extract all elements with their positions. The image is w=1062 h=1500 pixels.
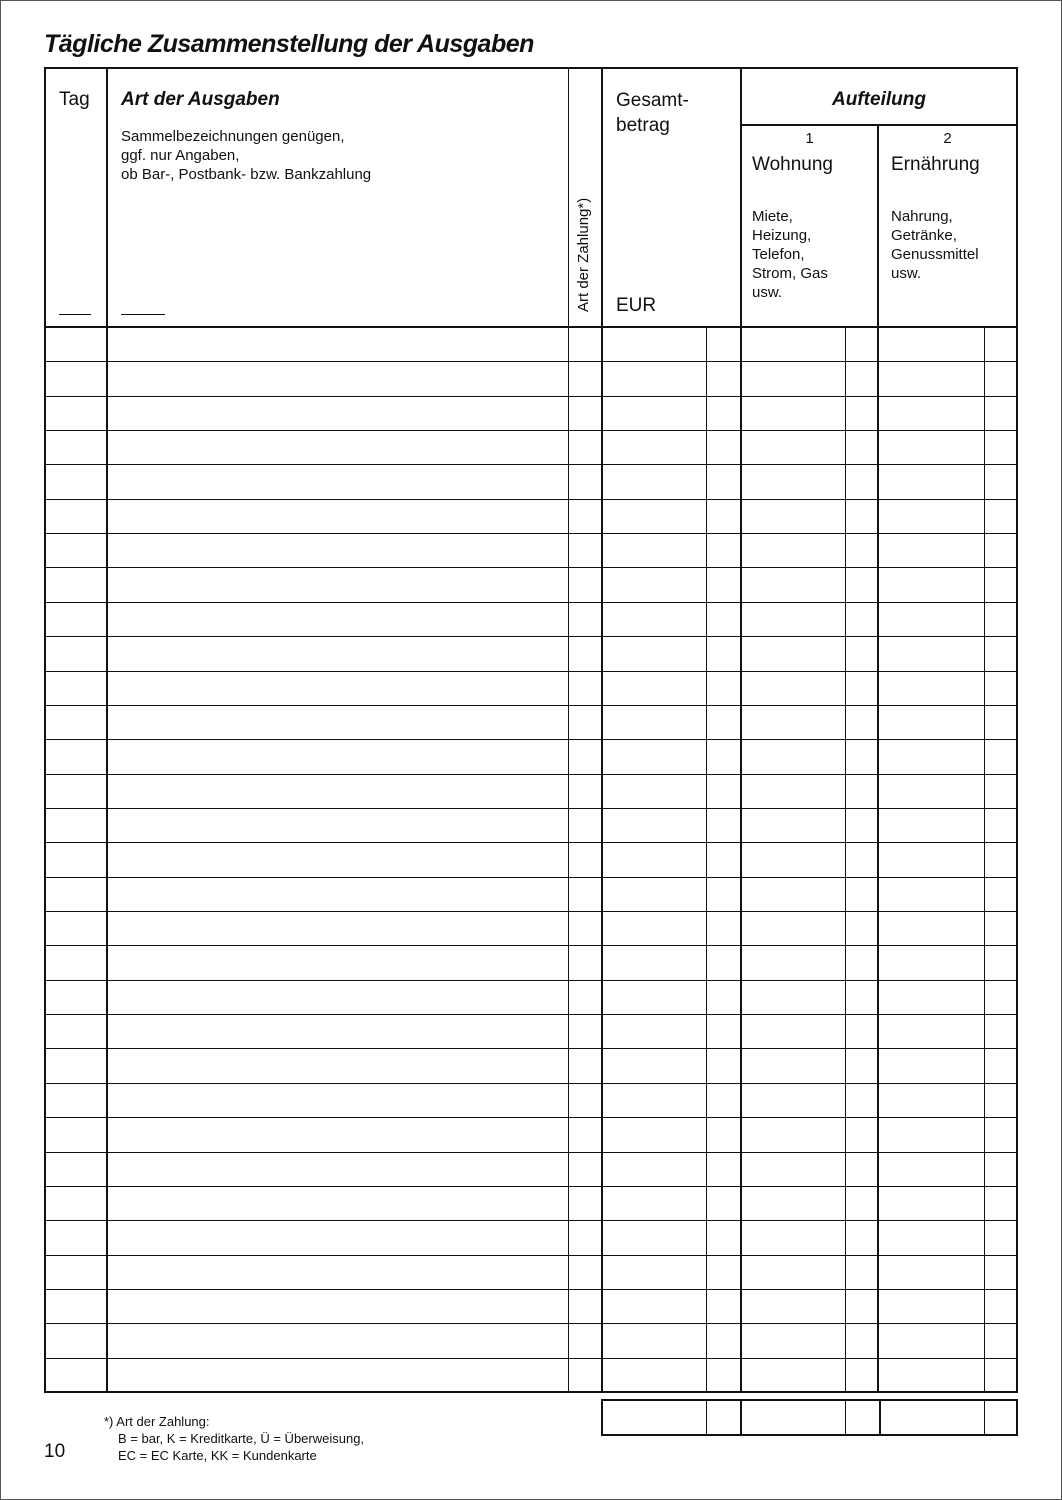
page-number: 10 [44, 1441, 66, 1462]
tag-cell[interactable] [46, 397, 106, 430]
category-2-cell[interactable] [879, 740, 1016, 773]
category-2-cell[interactable] [879, 809, 1016, 842]
category-1-cell[interactable] [742, 465, 877, 498]
category-1-cell[interactable] [742, 500, 877, 533]
tag-underline [59, 314, 91, 315]
category-1-cell[interactable] [742, 1256, 877, 1289]
art-cell[interactable] [108, 431, 568, 464]
zahlungsart-cell[interactable] [569, 740, 601, 773]
category-2-cell[interactable] [879, 878, 1016, 911]
gesamt-cell[interactable] [603, 500, 740, 533]
tag-cell[interactable] [46, 637, 106, 670]
art-cell[interactable] [108, 878, 568, 911]
tag-cell[interactable] [46, 1153, 106, 1186]
category-1-cell[interactable] [742, 775, 877, 808]
footnote-line-2: EC = EC Karte, KK = Kundenkarte [118, 1448, 317, 1463]
tag-cell[interactable] [46, 740, 106, 773]
aufteilung-header: Aufteilung [832, 89, 926, 110]
category-1-cell[interactable] [742, 1015, 877, 1048]
category-1-cell[interactable] [742, 672, 877, 705]
art-cell[interactable] [108, 1256, 568, 1289]
category-2-cell[interactable] [879, 1256, 1016, 1289]
zahlungsart-cell[interactable] [569, 1015, 601, 1048]
art-cell[interactable] [108, 1359, 568, 1392]
art-cell[interactable] [108, 1221, 568, 1254]
category-2-cell[interactable] [879, 568, 1016, 601]
zahlungsart-cell[interactable] [569, 1118, 601, 1151]
gesamt-cell[interactable] [603, 1256, 740, 1289]
category-1-cell[interactable] [742, 946, 877, 979]
category-1-cell[interactable] [742, 809, 877, 842]
tag-cell[interactable] [46, 1015, 106, 1048]
art-cell[interactable] [108, 843, 568, 876]
zahlungsart-cell[interactable] [569, 1290, 601, 1323]
art-cell[interactable] [108, 1153, 568, 1186]
tag-cell[interactable] [46, 672, 106, 705]
totals-divider-1 [740, 1399, 742, 1436]
art-cell[interactable] [108, 912, 568, 945]
art-cell[interactable] [108, 946, 568, 979]
category-1-cell[interactable] [742, 1049, 877, 1082]
art-cell[interactable] [108, 775, 568, 808]
zahlungsart-cell[interactable] [569, 775, 601, 808]
category-1-cell[interactable] [742, 362, 877, 395]
tag-cell[interactable] [46, 1118, 106, 1151]
zahlungsart-cell[interactable] [569, 809, 601, 842]
gesamt-cell[interactable] [603, 946, 740, 979]
zahlungsart-cell[interactable] [569, 465, 601, 498]
category-1-cell[interactable] [742, 1290, 877, 1323]
zahlungsart-cell[interactable] [569, 946, 601, 979]
category-1-number: 1 [805, 130, 814, 147]
tag-cell[interactable] [46, 362, 106, 395]
zahlungsart-cell[interactable] [569, 878, 601, 911]
art-cell[interactable] [108, 465, 568, 498]
category-2-cell[interactable] [879, 912, 1016, 945]
category-1-cell[interactable] [742, 397, 877, 430]
totals-cent-category-1 [845, 1399, 846, 1436]
zahlungsart-cell[interactable] [569, 1324, 601, 1357]
gesamt-cell[interactable] [603, 672, 740, 705]
tag-cell[interactable] [46, 1084, 106, 1117]
tag-header: Tag [59, 89, 90, 110]
gesamt-cell[interactable] [603, 809, 740, 842]
art-cell[interactable] [108, 534, 568, 567]
category-1-cell[interactable] [742, 431, 877, 464]
gesamt-cell[interactable] [603, 362, 740, 395]
tag-cell[interactable] [46, 878, 106, 911]
category-2-cell[interactable] [879, 946, 1016, 979]
tag-cell[interactable] [46, 1049, 106, 1082]
tag-cell[interactable] [46, 465, 106, 498]
category-1-cell[interactable] [742, 1153, 877, 1186]
category-2-cell[interactable] [879, 637, 1016, 670]
category-2-cell[interactable] [879, 1084, 1016, 1117]
art-cell[interactable] [108, 328, 568, 361]
category-2-examples: Nahrung, Getränke, Genussmittel usw. [891, 208, 979, 282]
category-2-cell[interactable] [879, 1153, 1016, 1186]
gesamt-cell[interactable] [603, 397, 740, 430]
tag-cell[interactable] [46, 328, 106, 361]
category-1-cell[interactable] [742, 637, 877, 670]
gesamt-cell[interactable] [603, 534, 740, 567]
tag-cell[interactable] [46, 809, 106, 842]
tag-cell[interactable] [46, 534, 106, 567]
category-2-cell[interactable] [879, 1221, 1016, 1254]
art-cell[interactable] [108, 1290, 568, 1323]
category-2-cell[interactable] [879, 1324, 1016, 1357]
gesamt-cell[interactable] [603, 637, 740, 670]
gesamt-cell[interactable] [603, 328, 740, 361]
gesamt-cell[interactable] [603, 775, 740, 808]
art-cell[interactable] [108, 1015, 568, 1048]
zahlungsart-cell[interactable] [569, 397, 601, 430]
art-cell[interactable] [108, 740, 568, 773]
category-2-cell[interactable] [879, 431, 1016, 464]
art-cell[interactable] [108, 1324, 568, 1357]
art-cell[interactable] [108, 1049, 568, 1082]
gesamt-cell[interactable] [603, 1290, 740, 1323]
art-cell[interactable] [108, 500, 568, 533]
category-1-cell[interactable] [742, 328, 877, 361]
art-der-ausgaben-hint: Sammelbezeichnungen genügen, ggf. nur Angaben, ob Bar-, Postbank- bzw. Bankzahlung [121, 128, 372, 183]
category-2-cell[interactable] [879, 500, 1016, 533]
art-cell[interactable] [108, 809, 568, 842]
category-2-cell[interactable] [879, 706, 1016, 739]
zahlungsart-cell[interactable] [569, 362, 601, 395]
art-underline [121, 314, 165, 315]
tag-cell[interactable] [46, 775, 106, 808]
art-cell[interactable] [108, 672, 568, 705]
category-1-cell[interactable] [742, 568, 877, 601]
gesamt-cell[interactable] [603, 603, 740, 636]
category-2-cell[interactable] [879, 981, 1016, 1014]
category-1-cell[interactable] [742, 843, 877, 876]
gesamt-cell[interactable] [603, 1221, 740, 1254]
zahlungsart-cell[interactable] [569, 706, 601, 739]
zahlungsart-cell[interactable] [569, 1359, 601, 1392]
zahlungsart-cell[interactable] [569, 1256, 601, 1289]
tag-cell[interactable] [46, 946, 106, 979]
category-1-examples: Miete, Heizung, Telefon, Strom, Gas usw. [752, 208, 828, 301]
zahlungsart-cell[interactable] [569, 431, 601, 464]
category-2-cell[interactable] [879, 1118, 1016, 1151]
art-cell[interactable] [108, 637, 568, 670]
category-1-cell[interactable] [742, 1118, 877, 1151]
category-2-cell[interactable] [879, 1359, 1016, 1392]
tag-cell[interactable] [46, 1359, 106, 1392]
category-1-cell[interactable] [742, 1324, 877, 1357]
tag-cell[interactable] [46, 1221, 106, 1254]
gesamt-cell[interactable] [603, 981, 740, 1014]
totals-row [601, 1399, 1018, 1436]
gesamt-cell[interactable] [603, 878, 740, 911]
gesamt-cell[interactable] [603, 706, 740, 739]
zahlungsart-cell[interactable] [569, 603, 601, 636]
category-2-cell[interactable] [879, 603, 1016, 636]
category-1-cell[interactable] [742, 603, 877, 636]
gesamt-cell[interactable] [603, 1084, 740, 1117]
category-2-cell[interactable] [879, 534, 1016, 567]
gesamt-cell[interactable] [603, 1187, 740, 1220]
art-cell[interactable] [108, 706, 568, 739]
category-2-cell[interactable] [879, 1290, 1016, 1323]
tag-cell[interactable] [46, 1256, 106, 1289]
zahlungsart-cell[interactable] [569, 843, 601, 876]
category-2-cell[interactable] [879, 843, 1016, 876]
category-1-cell[interactable] [742, 878, 877, 911]
tag-cell[interactable] [46, 981, 106, 1014]
gesamt-cell[interactable] [603, 843, 740, 876]
gesamt-cell[interactable] [603, 1359, 740, 1392]
footnote-line-1: B = bar, K = Kreditkarte, Ü = Überweisung, [118, 1431, 365, 1446]
footnote-marker: *) Art der Zahlung: [104, 1414, 210, 1429]
category-1-cell[interactable] [742, 981, 877, 1014]
gesamt-cell[interactable] [603, 465, 740, 498]
tag-cell[interactable] [46, 1324, 106, 1357]
gesamt-cell[interactable] [603, 431, 740, 464]
art-cell[interactable] [108, 1187, 568, 1220]
zahlungsart-cell[interactable] [569, 328, 601, 361]
art-cell[interactable] [108, 568, 568, 601]
category-2-cell[interactable] [879, 1049, 1016, 1082]
zahlungsart-cell[interactable] [569, 981, 601, 1014]
art-cell[interactable] [108, 981, 568, 1014]
art-cell[interactable] [108, 1118, 568, 1151]
totals-cent-gesamt [706, 1399, 707, 1436]
category-1-cell[interactable] [742, 912, 877, 945]
zahlungsart-cell[interactable] [569, 1221, 601, 1254]
category-2-name: Ernährung [891, 154, 980, 175]
gesamt-cell[interactable] [603, 568, 740, 601]
zahlungsart-cell[interactable] [569, 1187, 601, 1220]
page-title: Tägliche Zusammenstellung der Ausgaben [44, 30, 534, 58]
gesamt-cell[interactable] [603, 912, 740, 945]
zahlungsart-cell[interactable] [569, 534, 601, 567]
zahlungsart-cell[interactable] [569, 500, 601, 533]
category-1-cell[interactable] [742, 740, 877, 773]
gesamt-cell[interactable] [603, 1049, 740, 1082]
tag-cell[interactable] [46, 500, 106, 533]
totals-divider-2 [879, 1399, 881, 1436]
category-1-cell[interactable] [742, 534, 877, 567]
zahlungsart-cell[interactable] [569, 1153, 601, 1186]
art-cell[interactable] [108, 362, 568, 395]
zahlungsart-cell[interactable] [569, 1084, 601, 1117]
gesamtbetrag-header: Gesamt- betrag [616, 90, 689, 136]
zahlungsart-cell[interactable] [569, 568, 601, 601]
art-der-ausgaben-header: Art der Ausgaben [121, 89, 280, 110]
tag-cell[interactable] [46, 568, 106, 601]
currency-label: EUR [616, 295, 657, 316]
category-2-cell[interactable] [879, 672, 1016, 705]
category-2-cell[interactable] [879, 397, 1016, 430]
category-2-cell[interactable] [879, 1015, 1016, 1048]
category-2-cell[interactable] [879, 1187, 1016, 1220]
category-2-cell[interactable] [879, 775, 1016, 808]
category-2-cell[interactable] [879, 362, 1016, 395]
zahlungsart-cell[interactable] [569, 637, 601, 670]
gesamt-cell[interactable] [603, 1118, 740, 1151]
category-1-cell[interactable] [742, 1359, 877, 1392]
gesamt-cell[interactable] [603, 1153, 740, 1186]
tag-cell[interactable] [46, 431, 106, 464]
tag-cell[interactable] [46, 912, 106, 945]
tag-cell[interactable] [46, 603, 106, 636]
category-1-cell[interactable] [742, 1221, 877, 1254]
zahlungsart-header: Art der Zahlung*) [575, 197, 592, 312]
tag-cell[interactable] [46, 706, 106, 739]
zahlungsart-cell[interactable] [569, 912, 601, 945]
art-cell[interactable] [108, 1084, 568, 1117]
category-1-cell[interactable] [742, 1187, 877, 1220]
category-1-cell[interactable] [742, 1084, 877, 1117]
tag-cell[interactable] [46, 843, 106, 876]
category-2-cell[interactable] [879, 465, 1016, 498]
tag-cell[interactable] [46, 1290, 106, 1323]
category-2-number: 2 [943, 130, 952, 147]
totals-cent-category-2 [984, 1399, 985, 1436]
gesamt-cell[interactable] [603, 740, 740, 773]
zahlungsart-cell[interactable] [569, 1049, 601, 1082]
gesamt-cell[interactable] [603, 1015, 740, 1048]
gesamt-cell[interactable] [603, 1324, 740, 1357]
tag-cell[interactable] [46, 1187, 106, 1220]
art-cell[interactable] [108, 603, 568, 636]
category-2-cell[interactable] [879, 328, 1016, 361]
zahlungsart-cell[interactable] [569, 672, 601, 705]
category-1-name: Wohnung [752, 154, 833, 175]
art-cell[interactable] [108, 397, 568, 430]
category-1-cell[interactable] [742, 706, 877, 739]
